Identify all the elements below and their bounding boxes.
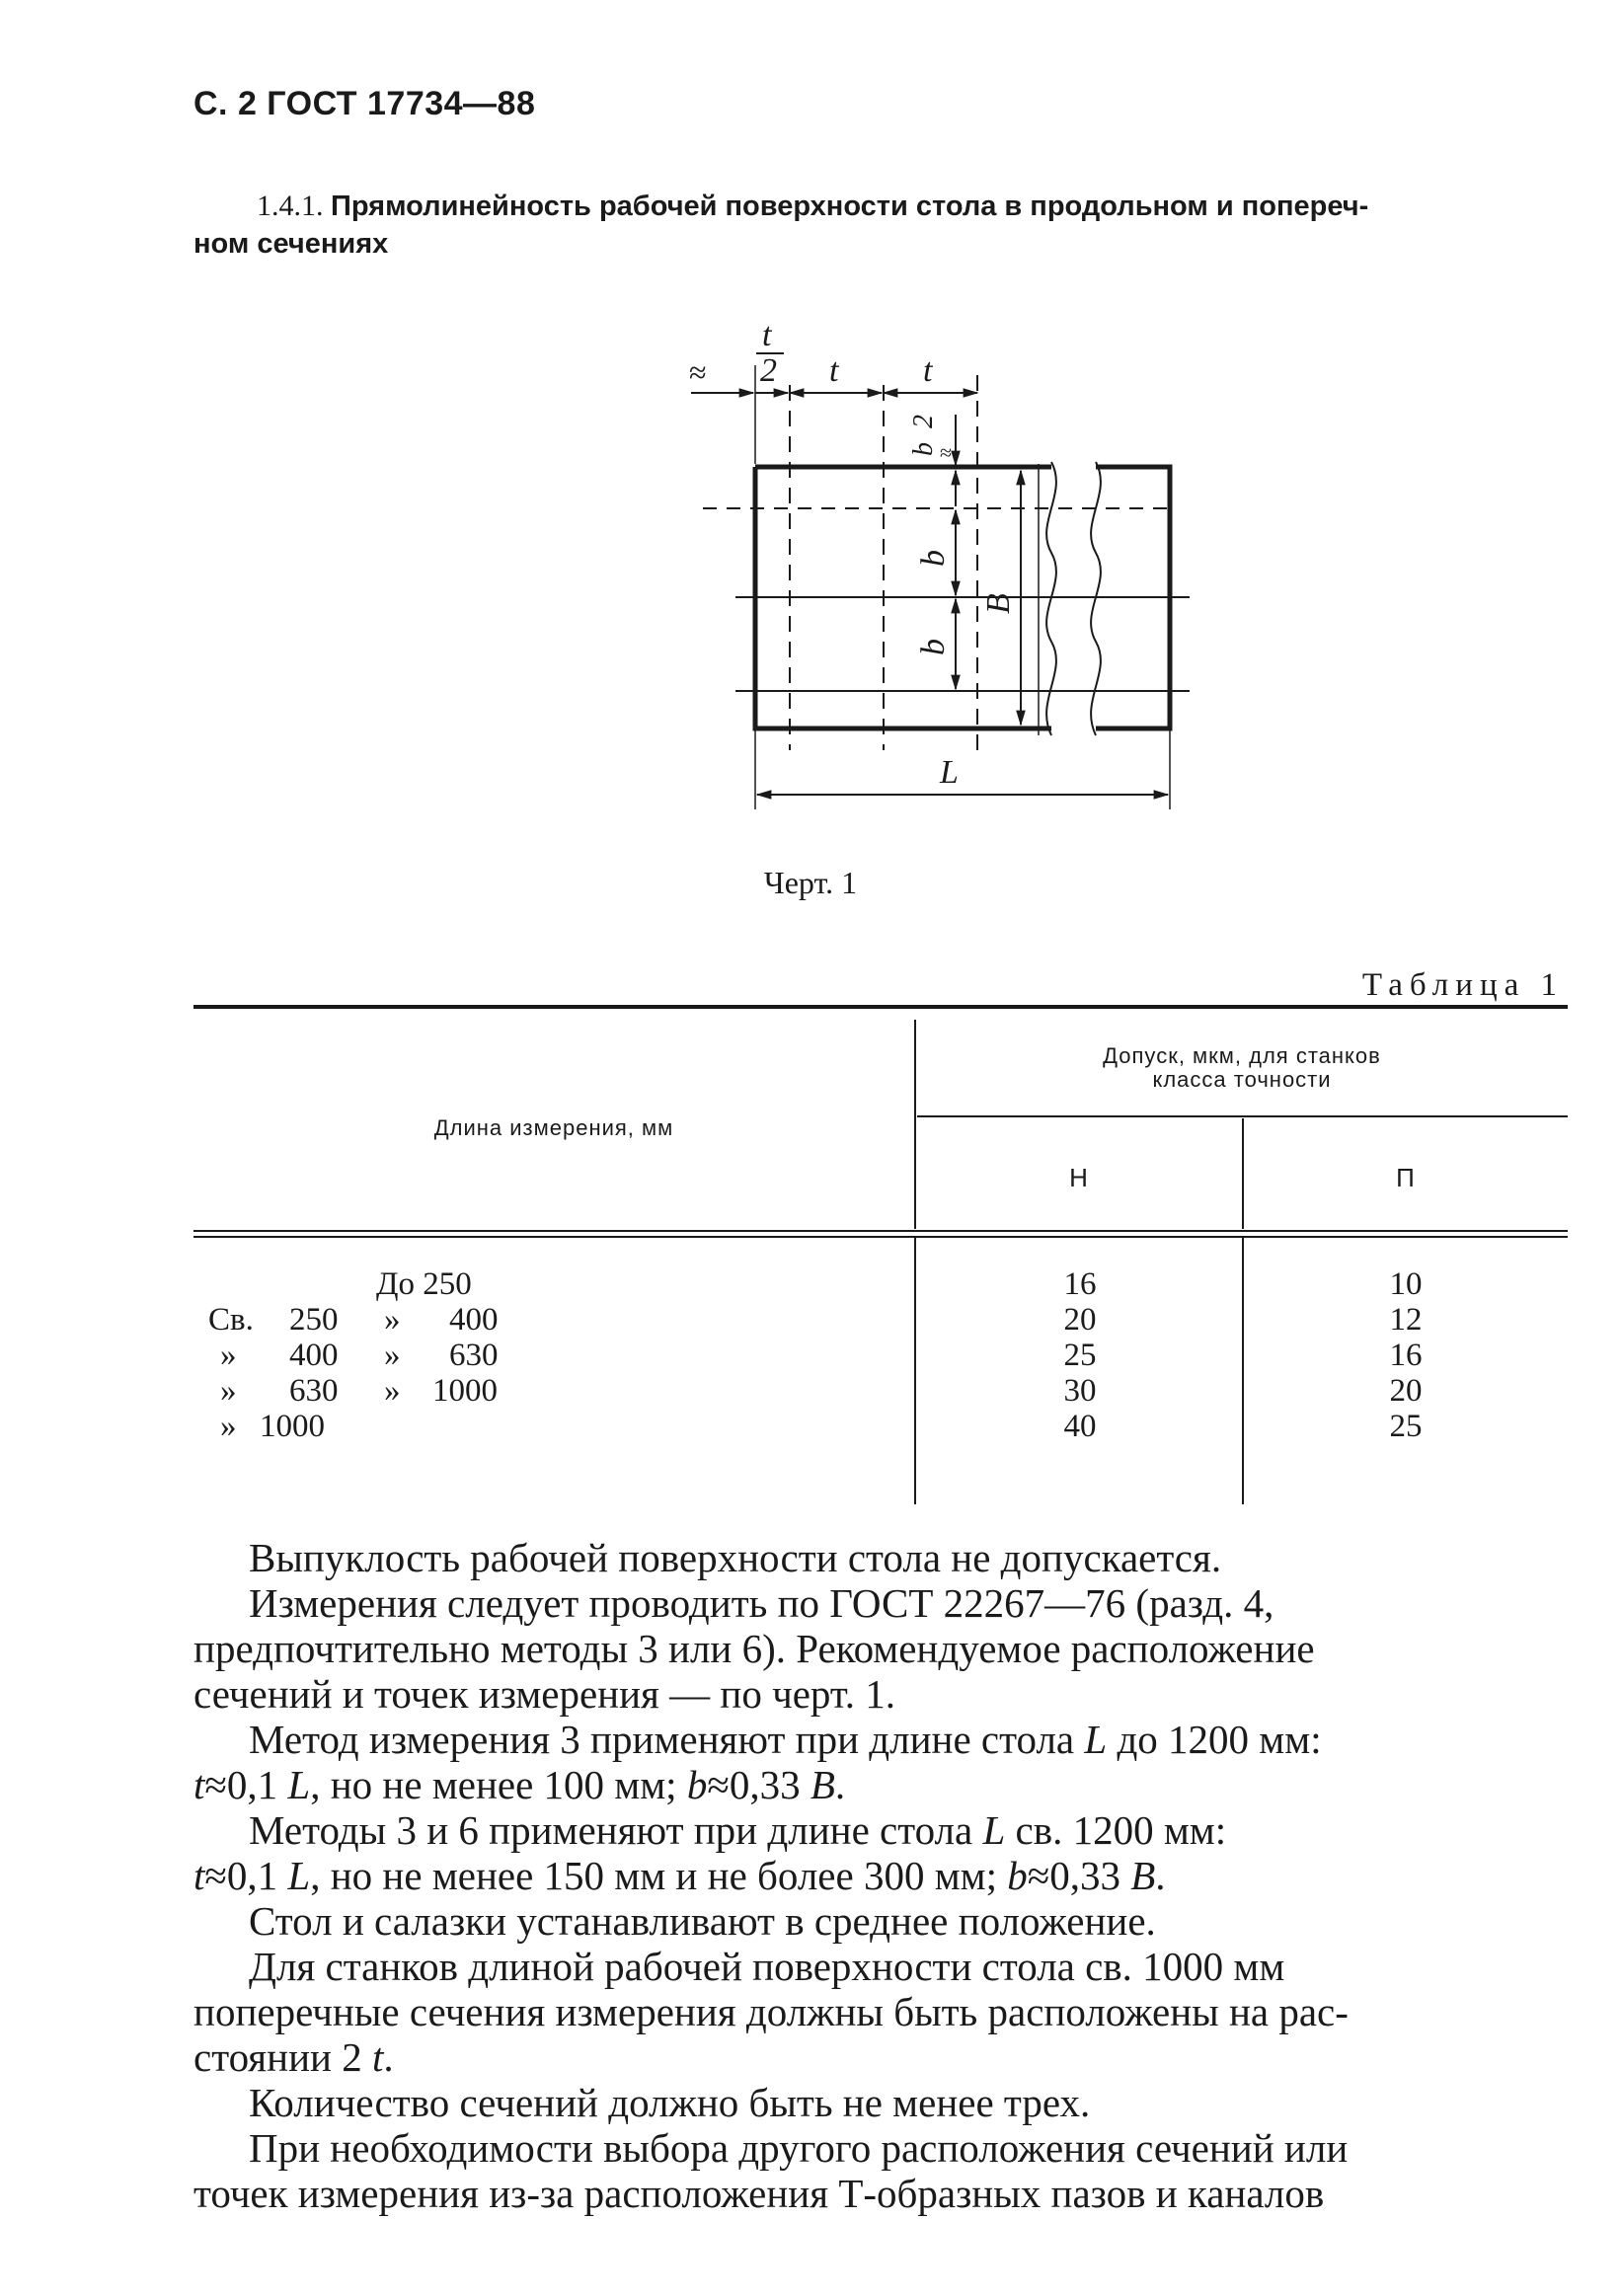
cell-h: 16: [1063, 1266, 1097, 1302]
figure-caption: Черт. 1: [763, 865, 858, 900]
header-class-p: П: [1396, 1163, 1416, 1192]
p3-text-e: ≈0,33: [707, 1762, 801, 1807]
cell-length-from: 250: [289, 1302, 339, 1338]
table-header-rule2: [193, 1236, 1568, 1238]
p3-text-b: до 1200 мм:: [1117, 1717, 1322, 1762]
p6-line1: Для станков длиной рабочей поверхности стола св. 1000 мм: [249, 1944, 1285, 1989]
p3-text-f: .: [834, 1762, 846, 1807]
paragraph-1: Выпуклость рабочей поверхности стола не допускается.: [249, 1535, 1222, 1580]
body-text: [193, 1535, 1567, 2216]
label-b-half-num: b: [908, 442, 939, 456]
length-column: [208, 1266, 702, 1444]
class-p-column: [1347, 1266, 1465, 1444]
cell-length-to: 1000: [432, 1373, 498, 1409]
label-t1: t: [829, 352, 839, 389]
tolerance-table: [193, 1005, 1568, 1510]
section-title-line1: [193, 188, 1576, 225]
cell-p: 10: [1389, 1266, 1423, 1302]
page-header: С. 2 ГОСТ 17734—88: [193, 85, 536, 122]
paragraph-6-cont2: [193, 2034, 1567, 2080]
paragraph-4-cont: [193, 1853, 1567, 1898]
paragraph-4: [249, 1807, 1567, 1853]
table-row: [208, 1302, 702, 1338]
p6-text-d: .: [383, 2034, 394, 2080]
table-vline-body2: [1242, 1238, 1244, 1504]
p4-text-b: св. 1200 мм:: [1015, 1807, 1227, 1853]
paragraph-7: Количество сечений должно быть не менее трех.: [249, 2080, 1091, 2125]
p8-line1: При необходимости выбора другого расположения сечений или: [249, 2125, 1349, 2171]
cell-p: 20: [1389, 1373, 1423, 1409]
p2-line3: сечений и точек измерения — по черт. 1.: [193, 1671, 895, 1717]
paragraph-5: Стол и салазки устанавливают в среднее положение.: [249, 1898, 1156, 1944]
table-label: Таблица 1: [1361, 967, 1564, 1003]
p3-var-L: L: [1084, 1717, 1108, 1762]
cell-h: 30: [1063, 1373, 1097, 1409]
p8-line2: точек измерения из-за расположения Т-образных пазов и каналов: [193, 2171, 1325, 2216]
p4-text-e: ≈0,33: [1027, 1853, 1120, 1898]
p4-var-t: t: [193, 1853, 205, 1898]
paragraph-2-cont: [193, 1626, 1567, 1671]
p4-text-f: .: [1155, 1853, 1166, 1898]
p3-text-c: ≈0,1: [204, 1762, 278, 1807]
header-class-h: Н: [1069, 1163, 1089, 1192]
paragraph-8-cont: [193, 2171, 1567, 2216]
label-b-half-den: 2: [908, 415, 939, 428]
section-title-text2: ном сечениях: [193, 228, 389, 260]
p6-var-t: t: [371, 2034, 384, 2080]
header-tolerance-line1: Допуск, мкм, для станков: [1103, 1043, 1381, 1068]
p4-text-a: Методы 3 и 6 применяют при длине стола: [249, 1807, 973, 1853]
section-number: 1.4.1.: [257, 190, 324, 222]
table-row: [208, 1266, 702, 1302]
label-B: B: [980, 593, 1017, 614]
p3-var-B: B: [810, 1762, 835, 1807]
p4-var-b: b: [1007, 1853, 1028, 1898]
p3-var-L2: L: [287, 1762, 311, 1807]
paragraph-6: [249, 1944, 1567, 1989]
label-b1: b: [915, 550, 952, 567]
class-h-column: [1021, 1266, 1139, 1444]
cell-p: 12: [1389, 1302, 1423, 1338]
header-length: Длина измерения, мм: [433, 1115, 674, 1140]
table-vline-body1: [914, 1238, 916, 1504]
section-title: [193, 188, 1576, 263]
cell-length-from: 630: [289, 1373, 339, 1409]
paragraph-2: [249, 1580, 1567, 1626]
cell-p: 16: [1389, 1338, 1423, 1373]
p2-line2: предпочтительно методы 3 или 6). Рекомендуемое расположение: [193, 1626, 1315, 1671]
p4-var-L: L: [982, 1807, 1006, 1853]
cell-h: 25: [1063, 1338, 1097, 1373]
label-t2: t: [923, 352, 933, 389]
cell-length-sep: »: [384, 1373, 401, 1409]
cell-length-prefix: »: [220, 1338, 237, 1373]
cell-length-sep: »: [384, 1302, 401, 1338]
table-row: [208, 1409, 702, 1444]
header-tolerance-line2: класса точности: [1152, 1067, 1332, 1092]
cell-length-to: 400: [449, 1302, 499, 1338]
p4-text-c: ≈0,1: [204, 1853, 278, 1898]
cell-length-sep: »: [384, 1338, 401, 1373]
cell-length-from: 400: [289, 1338, 339, 1373]
cell-p: 25: [1389, 1409, 1423, 1444]
label-t-half-den: 2: [760, 352, 777, 389]
table-row: [208, 1373, 702, 1409]
p4-var-L2: L: [287, 1853, 311, 1898]
paragraph-3: [249, 1717, 1567, 1762]
p4-text-d: , но не менее 150 мм и не более 300 мм;: [310, 1853, 997, 1898]
label-b2: b: [915, 639, 952, 655]
table-row: [208, 1338, 702, 1373]
cell-length-to: 630: [449, 1338, 499, 1373]
cell-h: 20: [1063, 1302, 1097, 1338]
p3-var-b: b: [686, 1762, 708, 1807]
cell-length-prefix: »: [220, 1409, 237, 1444]
cell-length-from: 1000: [260, 1409, 325, 1444]
label-b-approx: ≈: [940, 440, 953, 465]
paragraph-3-cont: [193, 1762, 1567, 1807]
p3-text-d: , но не менее 100 мм;: [310, 1762, 677, 1807]
label-L: L: [940, 754, 959, 791]
p3-var-t: t: [193, 1762, 205, 1807]
section-title-text1: Прямолинейность рабочей поверхности стола в продольном и попереч-: [331, 191, 1369, 222]
p2-line1: Измерения следует проводить по ГОСТ 22267—76 (разд. 4,: [249, 1580, 1274, 1626]
label-approx: ≈: [689, 354, 707, 390]
break-line-1: [1046, 462, 1056, 735]
break-line-2: [1091, 462, 1101, 735]
p4-var-B: B: [1130, 1853, 1156, 1898]
cell-length-prefix: »: [220, 1373, 237, 1409]
paragraph-2-cont2: [193, 1671, 1567, 1717]
table-subheader-rule: [917, 1115, 1568, 1117]
cell-length-prefix: Св.: [208, 1302, 254, 1338]
table-top-rule: [193, 1005, 1568, 1009]
cell-length-from: До 250: [376, 1266, 472, 1302]
paragraph-6-cont: [193, 1989, 1567, 2034]
p6-text-c: стоянии 2: [193, 2034, 362, 2080]
paragraph-8: [249, 2125, 1567, 2171]
p3-text-a: Метод измерения 3 применяют при длине стола: [249, 1717, 1075, 1762]
cell-h: 40: [1063, 1409, 1097, 1444]
measurement-diagram: [681, 316, 1195, 829]
table-header-rule1: [193, 1230, 1568, 1232]
label-t-half-num: t: [762, 317, 772, 353]
p6-line2: поперечные сечения измерения должны быть расположены на рас-: [193, 1989, 1349, 2034]
